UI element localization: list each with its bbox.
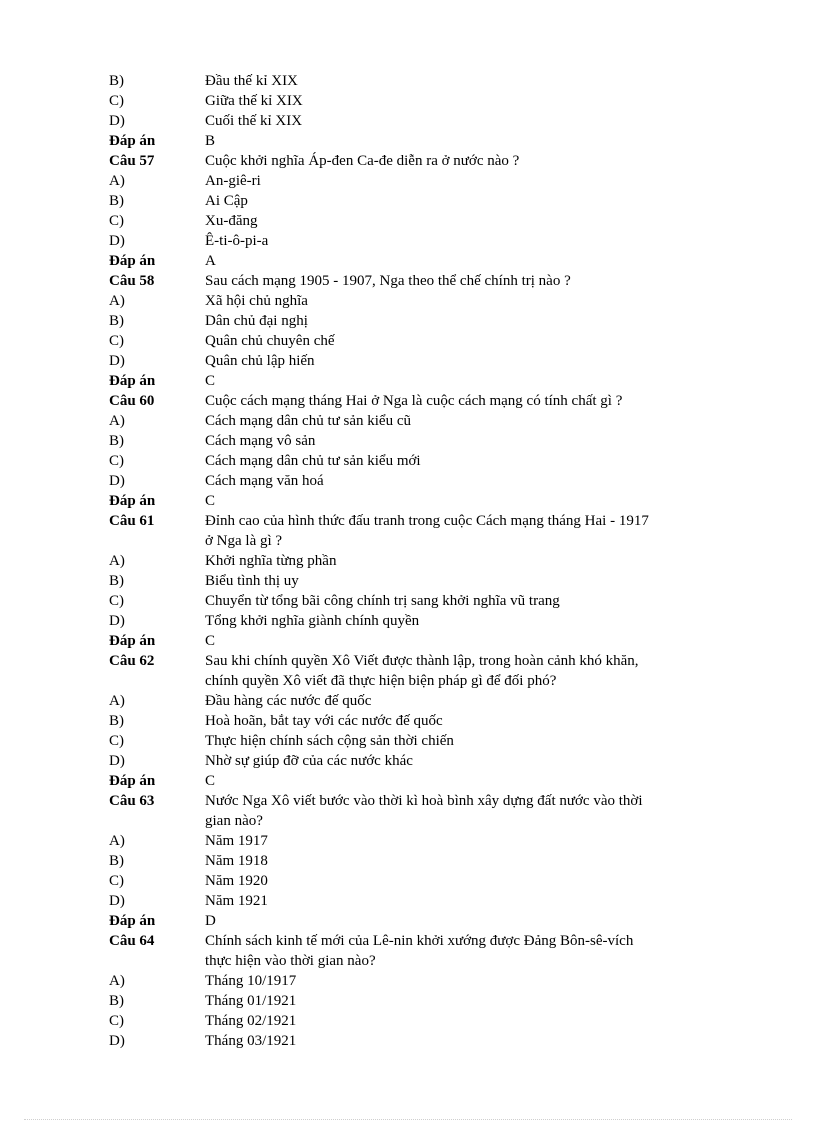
option-text: Tổng khởi nghĩa giành chính quyền [205,613,420,629]
option-letter: B) [109,993,124,1009]
option-text: Giữa thế kỉ XIX [205,93,303,109]
answer-value: B [205,133,216,149]
document-row [109,711,749,731]
document-row [109,351,749,371]
option-text: Biểu tình thị uy [205,573,299,589]
option-letter: D) [109,1033,125,1049]
option-letter: A) [109,553,125,569]
option-text: Năm 1921 [205,893,268,909]
document-row [109,471,749,491]
document-row [109,671,749,691]
option-letter: B) [109,713,124,729]
answer-key-label: Đáp án [109,133,156,149]
answer-key-label: Đáp án [109,633,156,649]
option-letter: C) [109,453,124,469]
question-number: Câu 61 [109,513,155,529]
option-letter: C) [109,93,124,109]
document-row [109,131,749,151]
option-text: Tháng 10/1917 [205,973,297,989]
option-text: Năm 1917 [205,833,268,849]
option-letter: D) [109,233,125,249]
document-row [109,591,749,611]
option-letter: B) [109,313,124,329]
document-row [109,631,749,651]
document-row [109,191,749,211]
row-label [109,951,205,971]
document-row [109,231,749,251]
option-letter: B) [109,573,124,589]
option-letter: B) [109,433,124,449]
question-text: thực hiện vào thời gian nào? [205,953,376,969]
question-number: Câu 64 [109,933,155,949]
document-row [109,71,749,91]
document-row [109,491,749,511]
question-text: Sau cách mạng 1905 - 1907, Nga theo thể chế chính trị nào ? [205,273,571,289]
option-letter: D) [109,473,125,489]
question-text: Chính sách kinh tế mới của Lê-nin khởi xướng được Đảng Bôn-sê-vích [205,933,634,949]
document-row [109,771,749,791]
document-row [109,1031,749,1051]
option-letter: C) [109,1013,124,1029]
question-number: Câu 62 [109,653,155,669]
answer-key-label: Đáp án [109,373,156,389]
answer-value: C [205,633,216,649]
option-letter: D) [109,893,125,909]
option-text: Chuyển từ tổng bãi công chính trị sang khởi nghĩa vũ trang [205,593,560,609]
option-text: Đầu hàng các nước đế quốc [205,693,372,709]
option-text: Dân chủ đại nghị [205,313,308,329]
document-row [109,331,749,351]
document-row [109,931,749,951]
option-text: Năm 1918 [205,853,268,869]
document-row [109,271,749,291]
option-text: Quân chủ lập hiến [205,353,315,369]
document-row [109,611,749,631]
document-row [109,291,749,311]
option-text: Quân chủ chuyên chế [205,333,335,349]
question-number: Câu 57 [109,153,155,169]
option-letter: A) [109,693,125,709]
document-row [109,971,749,991]
option-letter: C) [109,333,124,349]
document-row [109,791,749,811]
document-row [109,531,749,551]
row-label [109,671,205,691]
option-letter: D) [109,613,125,629]
option-letter: A) [109,173,125,189]
question-number: Câu 58 [109,273,155,289]
page-footer-rule [24,1119,792,1120]
document-row [109,751,749,771]
question-text: Đỉnh cao của hình thức đấu tranh trong cuộc Cách mạng tháng Hai - 1917 [205,513,649,529]
question-number: Câu 60 [109,393,155,409]
question-list [109,71,749,1051]
option-letter: C) [109,593,124,609]
document-row [109,551,749,571]
option-text: Xã hội chủ nghĩa [205,293,308,309]
document-row [109,171,749,191]
option-text: Tháng 01/1921 [205,993,297,1009]
document-row [109,831,749,851]
answer-key-label: Đáp án [109,913,156,929]
option-text: Hoà hoãn, bắt tay với các nước đế quốc [205,713,443,729]
option-text: An-giê-ri [205,173,261,189]
document-row [109,951,749,971]
question-text: ở Nga là gì ? [205,533,283,549]
question-text: Sau khi chính quyền Xô Viết được thành lập, trong hoàn cảnh khó khăn, [205,653,639,669]
option-letter: B) [109,853,124,869]
document-row [109,511,749,531]
answer-value: C [205,493,216,509]
document-row [109,571,749,591]
option-letter: A) [109,973,125,989]
option-letter: D) [109,353,125,369]
row-label [109,811,205,831]
answer-key-label: Đáp án [109,773,156,789]
document-row [109,1011,749,1031]
document-row [109,871,749,891]
option-text: Cách mạng văn hoá [205,473,324,489]
document-row [109,311,749,331]
option-letter: D) [109,753,125,769]
document-row [109,691,749,711]
option-text: Khởi nghĩa từng phần [205,553,337,569]
question-text: Cuộc khởi nghĩa Áp-đen Ca-đe diễn ra ở nước nào ? [205,153,520,169]
question-number: Câu 63 [109,793,155,809]
document-row [109,731,749,751]
document-row [109,651,749,671]
option-text: Ai Cập [205,193,248,209]
answer-value: D [205,913,216,929]
question-text: Nước Nga Xô viết bước vào thời kì hoà bình xây dựng đất nước vào thời [205,793,643,809]
option-text: Cách mạng dân chủ tư sản kiểu cũ [205,413,411,429]
question-text: Cuộc cách mạng tháng Hai ở Nga là cuộc cách mạng có tính chất gì ? [205,393,623,409]
document-row [109,151,749,171]
option-letter: C) [109,213,124,229]
row-label [109,531,205,551]
answer-value: C [205,773,216,789]
option-letter: A) [109,293,125,309]
document-row [109,911,749,931]
document-row [109,371,749,391]
option-text: Nhờ sự giúp đỡ của các nước khác [205,753,413,769]
option-letter: B) [109,73,124,89]
document-row [109,891,749,911]
option-letter: A) [109,833,125,849]
option-letter: D) [109,113,125,129]
option-text: Cuối thế kỉ XIX [205,113,303,129]
option-letter: C) [109,873,124,889]
document-row [109,111,749,131]
option-text: Cách mạng vô sản [205,433,316,449]
answer-key-label: Đáp án [109,253,156,269]
document-row [109,411,749,431]
option-text: Năm 1920 [205,873,268,889]
option-text: Đầu thế kỉ XIX [205,73,298,89]
option-letter: C) [109,733,124,749]
option-text: Tháng 02/1921 [205,1013,297,1029]
document-row [109,391,749,411]
document-row [109,91,749,111]
document-row [109,211,749,231]
document-row [109,451,749,471]
answer-value: A [205,253,216,269]
option-text: Xu-đăng [205,213,258,229]
document-row [109,811,749,831]
option-letter: A) [109,413,125,429]
option-text: Cách mạng dân chủ tư sản kiểu mới [205,453,421,469]
question-text: gian nào? [205,813,263,829]
document-row [109,991,749,1011]
document-row [109,431,749,451]
option-text: Tháng 03/1921 [205,1033,297,1049]
answer-value: C [205,373,216,389]
option-text: Ê-ti-ô-pi-a [205,233,269,249]
question-text: chính quyền Xô viết đã thực hiện biện pháp gì để đối phó? [205,673,557,689]
answer-key-label: Đáp án [109,493,156,509]
option-text: Thực hiện chính sách cộng sản thời chiến [205,733,454,749]
document-row [109,251,749,271]
document-row [109,851,749,871]
option-letter: B) [109,193,124,209]
